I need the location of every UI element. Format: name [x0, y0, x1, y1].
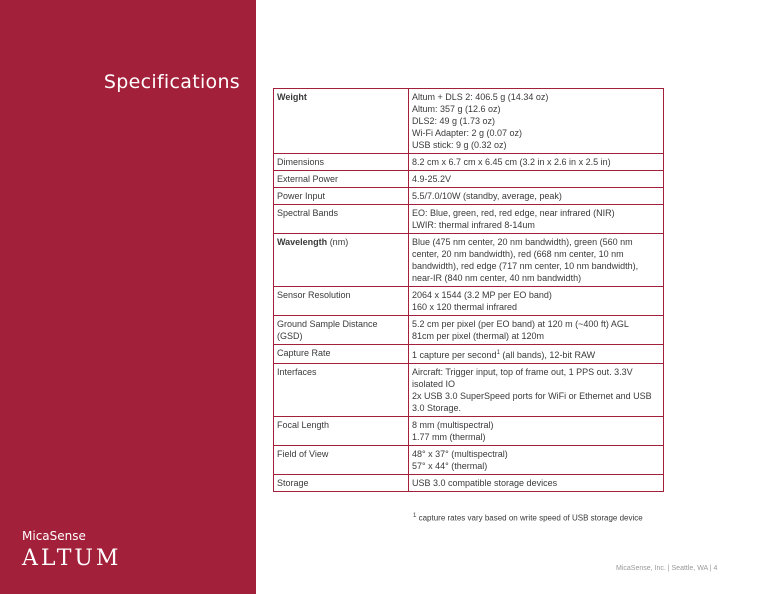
spec-value-text: 81cm per pixel (thermal) at 120m [412, 331, 545, 341]
spec-label-text: Storage [277, 478, 309, 488]
spec-label [274, 475, 409, 492]
spec-label-text: Field of View [277, 449, 329, 459]
spec-value-line [412, 347, 660, 361]
spec-value [409, 475, 664, 492]
spec-label-text: External Power [277, 174, 339, 184]
spec-label [274, 417, 409, 446]
spec-value [409, 417, 664, 446]
spec-value-line [412, 173, 660, 185]
spec-value-text: 57° x 44° (thermal) [412, 461, 488, 471]
spec-value-line [412, 448, 660, 460]
spec-label [274, 188, 409, 205]
spec-value-text: 2064 x 1544 (3.2 MP per EO band) [412, 290, 552, 300]
spec-label [274, 287, 409, 316]
spec-value-line [412, 219, 660, 231]
spec-label [274, 446, 409, 475]
spec-value-text: 2x USB 3.0 SuperSpeed ports for WiFi or Ethernet and USB 3.0 Storage. [412, 391, 652, 413]
spec-value [409, 364, 664, 417]
spec-value-line [412, 431, 660, 443]
table-row [274, 205, 664, 234]
spec-label-text: Dimensions [277, 157, 325, 167]
spec-value-line [412, 366, 660, 390]
spec-value-line [412, 477, 660, 489]
table-row [274, 345, 664, 364]
spec-value-text: 48° x 37° (multispectral) [412, 449, 508, 459]
spec-label [274, 205, 409, 234]
spec-value [409, 89, 664, 154]
spec-value-text: Blue (475 nm center, 20 nm bandwidth), green (560 nm center, 20 nm bandwidth), red (668 nm center, 10 nm bandwidth), red edge (717 nm center, 10 nm bandwidth), near-IR (840 nm center, 40 nm bandwidth) [412, 237, 639, 283]
table-row [274, 188, 664, 205]
spec-value-text: DLS2: 49 g (1.73 oz) [412, 116, 496, 126]
spec-label-text: Focal Length [277, 420, 330, 430]
spec-label [274, 364, 409, 417]
footnote [413, 513, 643, 523]
spec-value-line [412, 190, 660, 202]
spec-value-line [412, 115, 660, 127]
spec-value-text: LWIR: thermal infrared 8-14um [412, 220, 535, 230]
spec-value-line [412, 91, 660, 103]
spec-value-line [412, 236, 660, 284]
spec-value [409, 205, 664, 234]
spec-value-text: USB stick: 9 g (0.32 oz) [412, 140, 507, 150]
spec-value-line [412, 419, 660, 431]
table-row [274, 475, 664, 492]
spec-label-text: Interfaces [277, 367, 317, 377]
spec-value-line [412, 318, 660, 330]
spec-label-text: Ground Sample Distance (GSD) [277, 319, 378, 341]
table-row [274, 417, 664, 446]
spec-value-line [412, 156, 660, 168]
spec-value [409, 234, 664, 287]
spec-value-line [412, 103, 660, 115]
spec-label [274, 345, 409, 364]
spec-label [274, 316, 409, 345]
spec-value-text: Altum: 357 g (12.6 oz) [412, 104, 501, 114]
spec-value-text: 1.77 mm (thermal) [412, 432, 486, 442]
spec-label [274, 234, 409, 287]
spec-value-line [412, 301, 660, 313]
page-footer: MicaSense, Inc. | Seattle, WA | 4 [616, 565, 718, 572]
spec-value-line [412, 330, 660, 342]
spec-value-text: EO: Blue, green, red, red edge, near infrared (NIR) [412, 208, 615, 218]
page-title: Specifications [103, 71, 240, 93]
spec-label [274, 171, 409, 188]
spec-value-text: 4.9-25.2V [412, 174, 452, 184]
spec-value-text: USB 3.0 compatible storage devices [412, 478, 558, 488]
footnote-mark: 1 [413, 513, 417, 519]
spec-value-line [412, 139, 660, 151]
table-row [274, 316, 664, 345]
table-row [274, 89, 664, 154]
spec-value-text: Altum + DLS 2: 406.5 g (14.34 oz) [412, 92, 549, 102]
spec-value [409, 345, 664, 364]
table-row [274, 364, 664, 417]
table-row [274, 234, 664, 287]
spec-value-text: 5.5/7.0/10W (standby, average, peak) [412, 191, 562, 201]
spec-label [274, 154, 409, 171]
spec-label-bold: Weight [277, 92, 307, 102]
spec-value-line [412, 207, 660, 219]
footnote-text: capture rates vary based on write speed of USB storage device [418, 513, 643, 523]
spec-label-text: (nm) [327, 237, 349, 247]
spec-value [409, 188, 664, 205]
spec-label-bold: Wavelength [277, 237, 328, 247]
spec-value [409, 446, 664, 475]
table-row [274, 154, 664, 171]
spec-value-text: 8.2 cm x 6.7 cm x 6.45 cm (3.2 in x 2.6 in x 2.5 in) [412, 157, 611, 167]
spec-value-text: 5.2 cm per pixel (per EO band) at 120 m (~400 ft) AGL [412, 319, 629, 329]
spec-value-text: 8 mm (multispectral) [412, 420, 494, 430]
spec-value-line [412, 289, 660, 301]
spec-value [409, 316, 664, 345]
product-logo: ALTUM [22, 546, 122, 571]
spec-value [409, 171, 664, 188]
spec-value-text: (all bands), 12-bit RAW [499, 350, 596, 360]
spec-value-text: Aircraft: Trigger input, top of frame out, 1 PPS out. 3.3V isolated IO [412, 367, 633, 389]
spec-value [409, 287, 664, 316]
table-row [274, 287, 664, 316]
spec-value-line [412, 460, 660, 472]
spec-label [274, 89, 409, 154]
footnote-reference: 1 [496, 350, 500, 356]
sidebar [0, 0, 256, 594]
table-row [274, 446, 664, 475]
spec-value-text: 160 x 120 thermal infrared [412, 302, 518, 312]
spec-label-text: Power Input [277, 191, 326, 201]
spec-value [409, 154, 664, 171]
spec-value-line [412, 390, 660, 414]
spec-value-line [412, 127, 660, 139]
brand-logo: MicaSense [22, 529, 86, 543]
spec-label-text: Capture Rate [277, 348, 331, 358]
spec-value-text: 1 capture per second [412, 350, 497, 360]
spec-label-text: Spectral Bands [277, 208, 339, 218]
specifications-table [273, 88, 664, 492]
spec-label-text: Sensor Resolution [277, 290, 351, 300]
spec-value-text: Wi-Fi Adapter: 2 g (0.07 oz) [412, 128, 523, 138]
table-row [274, 171, 664, 188]
